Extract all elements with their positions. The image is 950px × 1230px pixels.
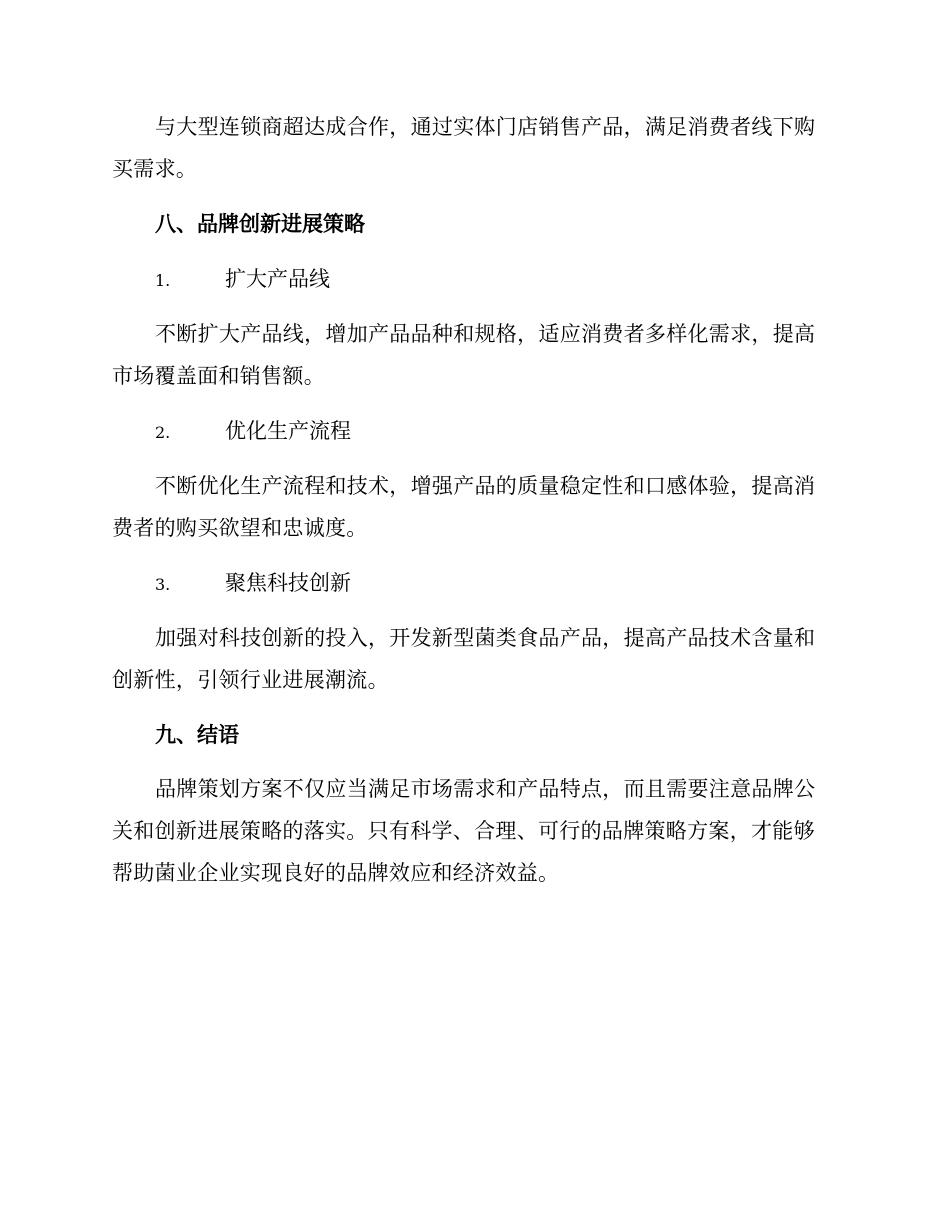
paragraph-product-line: 不断扩大产品线，增加产品品种和规格，适应消费者多样化需求，提高市场覆盖面和销售额。 [112, 322, 816, 388]
paragraph-tech-innovation: 加强对科技创新的投入，开发新型菌类食品产品，提高产品技术含量和创新性，引领行业进展潮流。 [112, 626, 816, 692]
list-item-3 [155, 562, 351, 604]
list-number: 2. [155, 423, 171, 442]
list-number: 1. [155, 271, 171, 290]
list-label: 优化生产流程 [225, 419, 351, 443]
paragraph-conclusion: 品牌策划方案不仅应当满足市场需求和产品特点，而且需要注意品牌公关和创新进展策略的落实。只有科学、合理、可行的品牌策略方案，才能够帮助菌业企业实现良好的品牌效应和经济效益。 [112, 777, 816, 885]
list-label: 聚焦科技创新 [225, 571, 351, 595]
list-label: 扩大产品线 [225, 267, 330, 291]
paragraph-offline-sales: 与大型连锁商超达成合作，通过实体门店销售产品，满足消费者线下购买需求。 [112, 115, 816, 181]
paragraph-production-process: 不断优化生产流程和技术，增强产品的质量稳定性和口感体验，提高消费者的购买欲望和忠诚度。 [112, 474, 816, 540]
list-number: 3. [155, 575, 171, 594]
list-item-1 [155, 258, 330, 300]
section-heading-brand-innovation: 八、品牌创新进展策略 [155, 211, 365, 236]
list-item-2 [155, 410, 351, 452]
section-heading-conclusion: 九、结语 [155, 722, 239, 747]
